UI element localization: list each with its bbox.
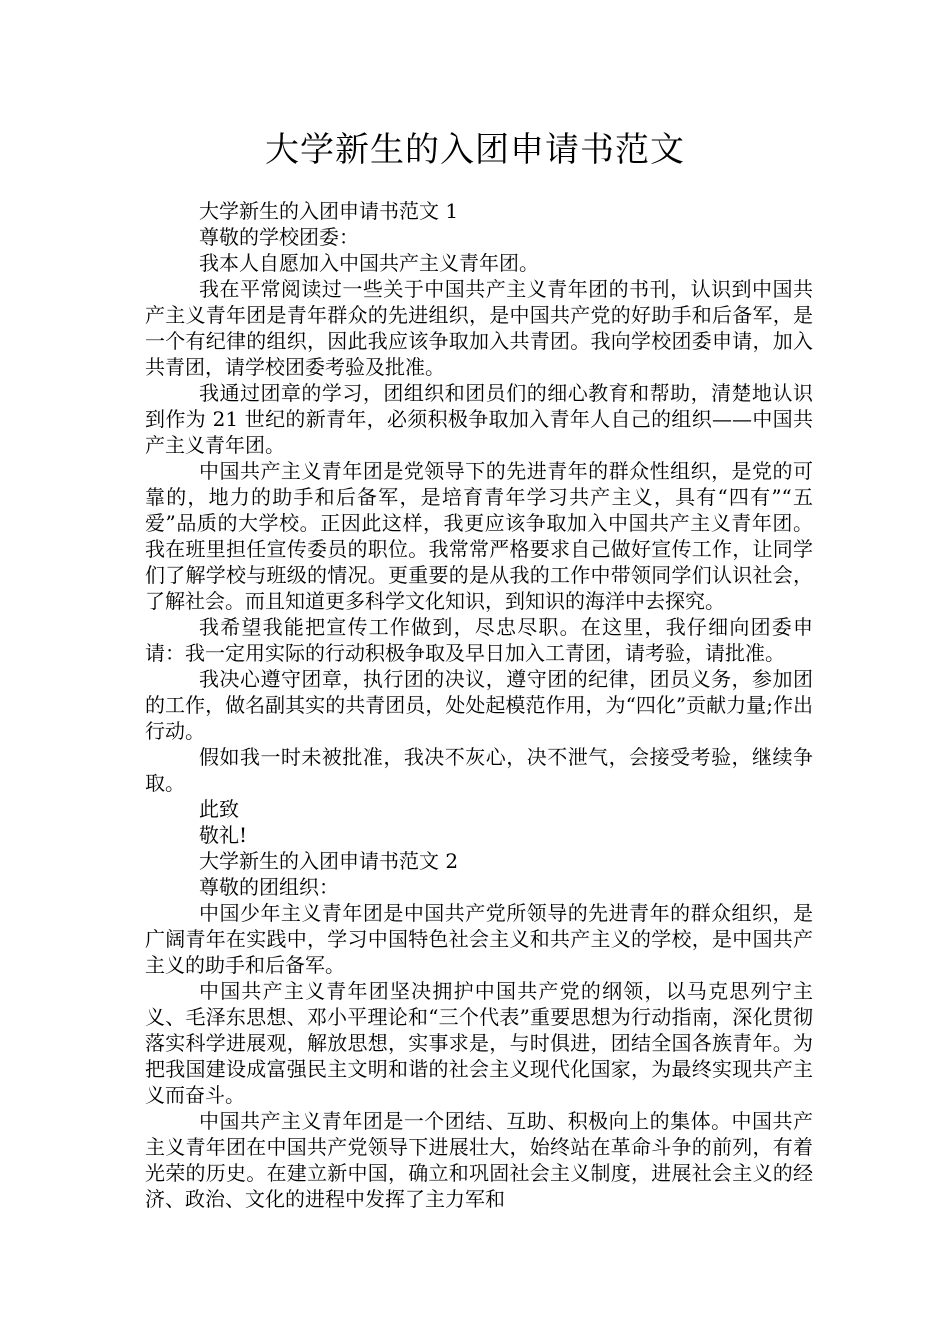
body-paragraph: 我在平常阅读过一些关于中国共产主义青年团的书刊，认识到中国共产主义青年团是青年群众的先进组织，是中国共产党的好助手和后备军，是一个有纪律的组织，因此我应该争取加入共青团。我向学校团委申请，加入共青团，请学校团委考验及批准。 — [145, 277, 813, 379]
body-paragraph: 中国共产主义青年团坚决拥护中国共产党的纲领，以马克思列宁主义、毛泽东思想、邓小平理论和“三个代表”重要思想为行动指南，深化贯彻落实科学进展观，解放思想，实事求是，与时俱进，团结全国各族青年。为把我国建设成富强民主文明和谐的社会主义现代化国家，为最终实现共产主义而奋斗。 — [145, 979, 813, 1107]
section-heading-2: 大学新生的入团申请书范文 2 — [199, 849, 459, 873]
closing-line: 此致 — [199, 797, 239, 821]
body-paragraph: 中国共产主义青年团是一个团结、互助、积极向上的集体。中国共产主义青年团在中国共产党领导下进展壮大，始终站在革命斗争的前列，有着光荣的历史。在建立新中国，确立和巩固社会主义制度，进展社会主义的经济、政治、文化的进程中发挥了主力军和 — [145, 1109, 813, 1211]
closing-salute: 敬礼! — [199, 823, 248, 847]
body-paragraph: 假如我一时未被批准，我决不灰心，决不泄气，会接受考验，继续争取。 — [145, 745, 813, 795]
salutation-1: 尊敬的学校团委： — [199, 225, 359, 249]
document-title: 大学新生的入团申请书范文 — [265, 130, 685, 170]
body-paragraph: 我决心遵守团章，执行团的决议，遵守团的纪律，团员义务，参加团的工作，做名副其实的共青团员，处处起模范作用，为“四化”贡献力量;作出行动。 — [145, 667, 813, 743]
body-paragraph: 我通过团章的学习，团组织和团员们的细心教育和帮助，清楚地认识到作为 21 世纪的新青年，必须积极争取加入青年人自己的组织——中国共产主义青年团。 — [145, 381, 813, 457]
body-paragraph: 中国少年主义青年团是中国共产党所领导的先进青年的群众组织，是广阔青年在实践中，学习中国特色社会主义和共产主义的学校，是中国共产主义的助手和后备军。 — [145, 901, 813, 977]
body-paragraph: 我本人自愿加入中国共产主义青年团。 — [199, 251, 539, 275]
document-body — [145, 198, 813, 1212]
section-heading-1: 大学新生的入团申请书范文 1 — [199, 199, 459, 223]
salutation-2: 尊敬的团组织： — [199, 875, 339, 899]
body-paragraph: 我希望我能把宣传工作做到，尽忠尽职。在这里，我仔细向团委申请：我一定用实际的行动积极争取及早日加入工青团，请考验，请批准。 — [145, 615, 813, 665]
body-paragraph: 中国共产主义青年团是党领导下的先进青年的群众性组织，是党的可靠的，地力的助手和后备军，是培育青年学习共产主义，具有“四有”“五爱”品质的大学校。正因此这样，我更应该争取加入中国共产主义青年团。我在班里担任宣传委员的职位。我常常严格要求自己做好宣传工作，让同学们了解学校与班级的情况。更重要的是从我的工作中带领同学们认识社会，了解社会。而且知道更多科学文化知识，到知识的海洋中去探究。 — [145, 459, 813, 613]
